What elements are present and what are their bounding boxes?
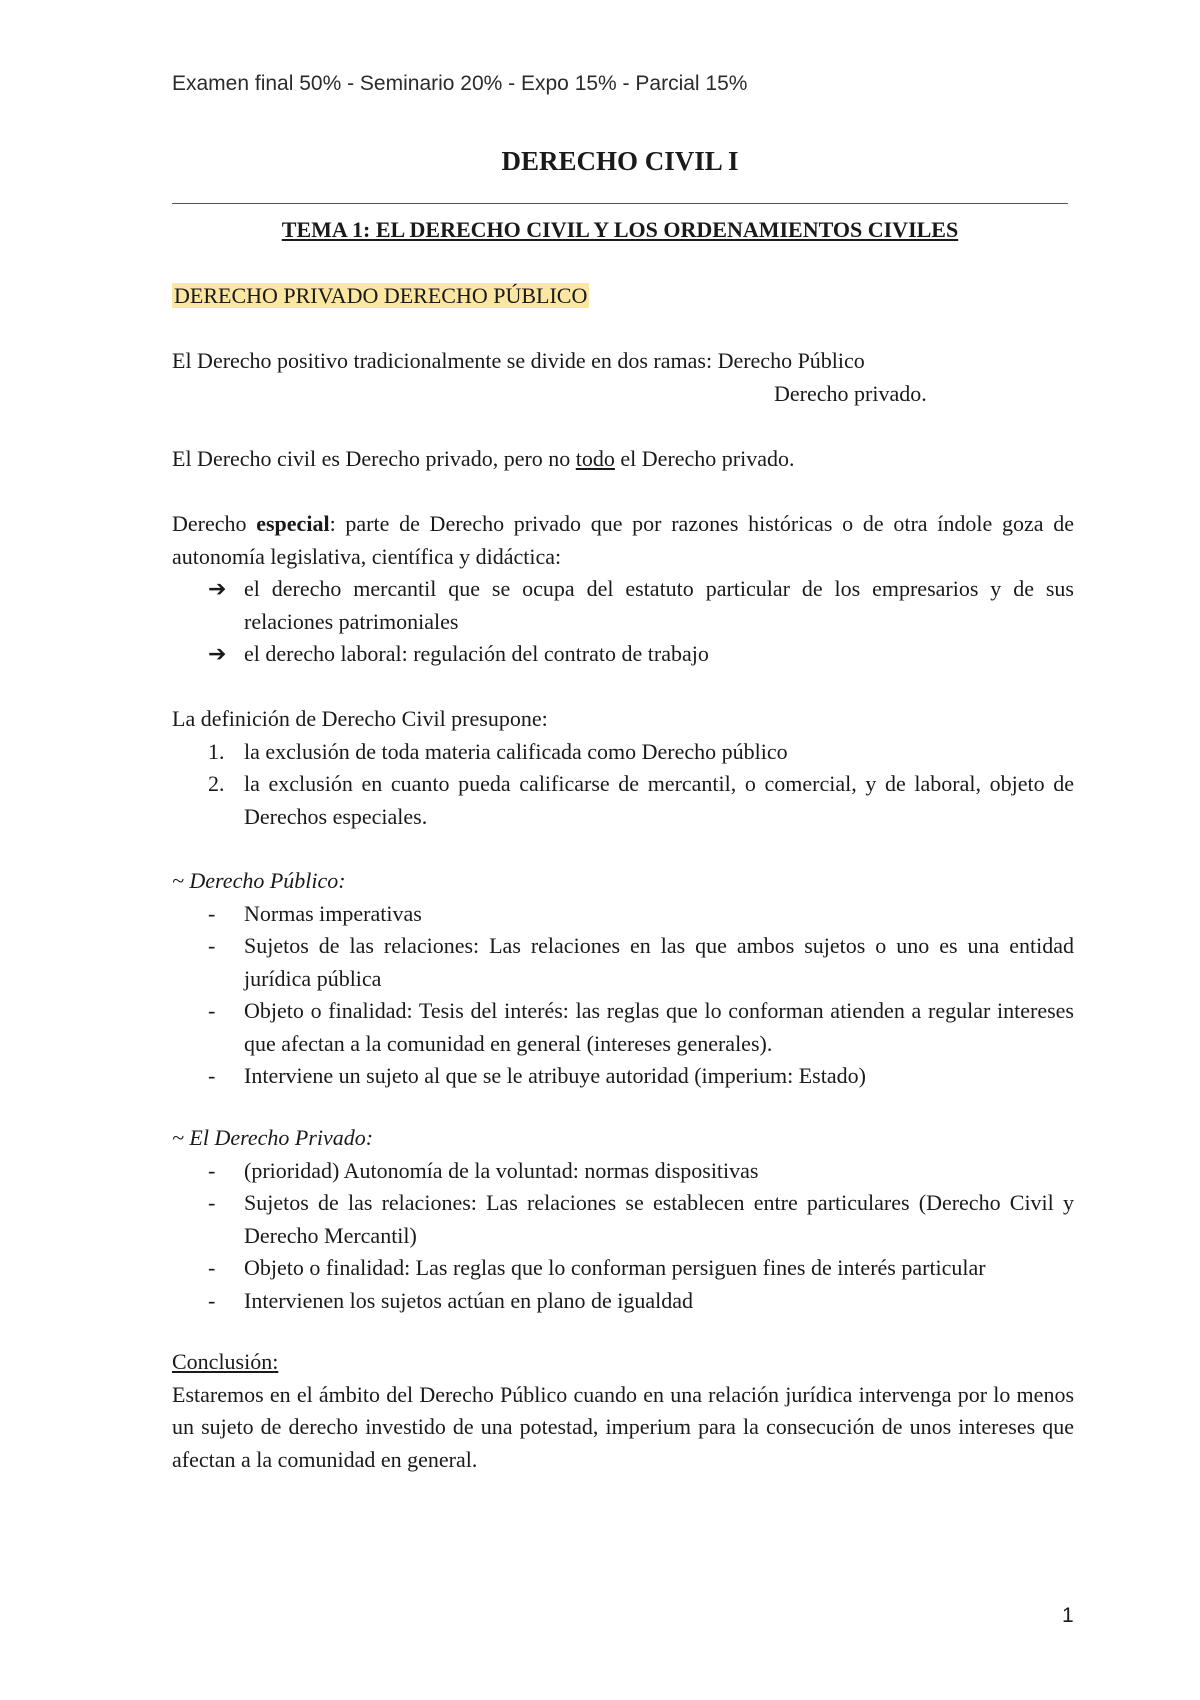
section-heading-block: [172, 280, 1074, 313]
privado-item-text: (prioridad) Autonomía de la voluntad: normas dispositivas: [244, 1157, 759, 1183]
bullet-dash: -: [208, 1255, 216, 1280]
arrow-icon: ➔: [208, 641, 227, 666]
bullet-dash: -: [208, 998, 216, 1023]
especial-item-text: el derecho mercantil que se ocupa del estatuto particular de los empresarios y de sus relaciones patrimoniales: [244, 576, 1074, 634]
definicion-paragraph: [172, 703, 1074, 833]
civil-text-underlined: todo: [575, 446, 615, 471]
list-item: [172, 1285, 1074, 1318]
list-item: [172, 736, 1074, 769]
privado-item-text: Intervienen los sujetos actúan en plano de igualdad: [244, 1287, 694, 1313]
especial-paragraph: [172, 508, 1074, 671]
grading-header: Examen final 50% - Seminario 20% - Expo 15% - Parcial 15%: [172, 72, 748, 95]
publico-item-text: Interviene un sujeto al que se le atribuye autoridad (imperium: Estado): [244, 1063, 866, 1088]
conclusion-section: [172, 1346, 1074, 1476]
list-item: [172, 1187, 1074, 1252]
list-item: [172, 573, 1074, 638]
intro-line-2: Derecho privado.: [774, 380, 927, 406]
title-divider: [172, 203, 1068, 204]
list-item: [172, 1252, 1074, 1285]
page-number: 1: [1062, 1604, 1074, 1627]
bullet-dash: -: [208, 1190, 216, 1215]
bullet-dash: -: [208, 933, 216, 958]
bullet-dash: -: [208, 1287, 216, 1313]
list-item: [172, 930, 1074, 995]
list-item: [172, 995, 1074, 1060]
intro-paragraph: [172, 345, 1074, 410]
intro-line-1: El Derecho positivo tradicionalmente se divide en dos ramas: Derecho Público: [172, 348, 865, 373]
list-item: [172, 898, 1074, 931]
list-item: [172, 1155, 1074, 1188]
definicion-lead: La definición de Derecho Civil presupone:: [172, 706, 548, 731]
privado-item-text: Objeto o finalidad: Las reglas que lo conforman persiguen fines de interés particular: [244, 1255, 986, 1280]
list-number: 1.: [208, 738, 225, 764]
especial-rest: : parte de Derecho privado que por razones históricas o de otra índole goza de autonomía legislativa, científica y didáctica:: [172, 511, 1074, 569]
tema-title: TEMA 1: EL DERECHO CIVIL Y LOS ORDENAMIENTOS CIVILES: [281, 217, 959, 242]
publico-item-text: Sujetos de las relaciones: Las relaciones en las que ambos sujetos o uno es una entidad jurídica pública: [244, 933, 1074, 991]
list-item: [172, 768, 1074, 833]
definicion-item-text: la exclusión en cuanto pueda calificarse de mercantil, o comercial, y de laboral, objeto de Derechos especiales.: [244, 771, 1074, 829]
list-item: [172, 1060, 1074, 1093]
publico-heading: ~ Derecho Público:: [172, 868, 346, 893]
privado-section: [172, 1122, 1074, 1317]
arrow-icon: ➔: [208, 576, 227, 601]
civil-text-after: el Derecho privado.: [614, 446, 795, 471]
conclusion-text: Estaremos en el ámbito del Derecho Público cuando en una relación jurídica intervenga por lo menos un sujeto de derecho investido de una potestad, imperium para la consecución de unos intereses que afectan a la comunidad en general.: [172, 1381, 1074, 1472]
bullet-dash: -: [208, 900, 216, 926]
conclusion-heading: Conclusión:: [172, 1349, 279, 1374]
section-heading: DERECHO PRIVADO DERECHO PÚBLICO: [174, 283, 588, 308]
publico-section: [172, 865, 1074, 1093]
bullet-dash: -: [208, 1157, 216, 1183]
privado-item-text: Sujetos de las relaciones: Las relaciones se establecen entre particulares (Derecho Civil y Derecho Mercantil): [244, 1190, 1074, 1248]
publico-item-text: Normas imperativas: [244, 900, 422, 926]
civil-paragraph: [172, 443, 1074, 476]
civil-text-before: El Derecho civil es Derecho privado, pero no: [172, 446, 576, 471]
list-number: 2.: [208, 771, 225, 796]
bullet-dash: -: [208, 1063, 216, 1088]
document-title: DERECHO CIVIL I: [501, 146, 739, 176]
list-item: [172, 638, 1074, 671]
especial-lead: Derecho: [172, 511, 257, 536]
privado-heading: ~ El Derecho Privado:: [172, 1125, 374, 1150]
especial-item-text: el derecho laboral: regulación del contrato de trabajo: [244, 641, 709, 666]
publico-item-text: Objeto o finalidad: Tesis del interés: las reglas que lo conforman atienden a regular intereses que afectan a la comunidad en general (intereses generales).: [244, 998, 1074, 1056]
definicion-item-text: la exclusión de toda materia calificada como Derecho público: [244, 738, 788, 764]
especial-bold: especial: [256, 511, 330, 536]
